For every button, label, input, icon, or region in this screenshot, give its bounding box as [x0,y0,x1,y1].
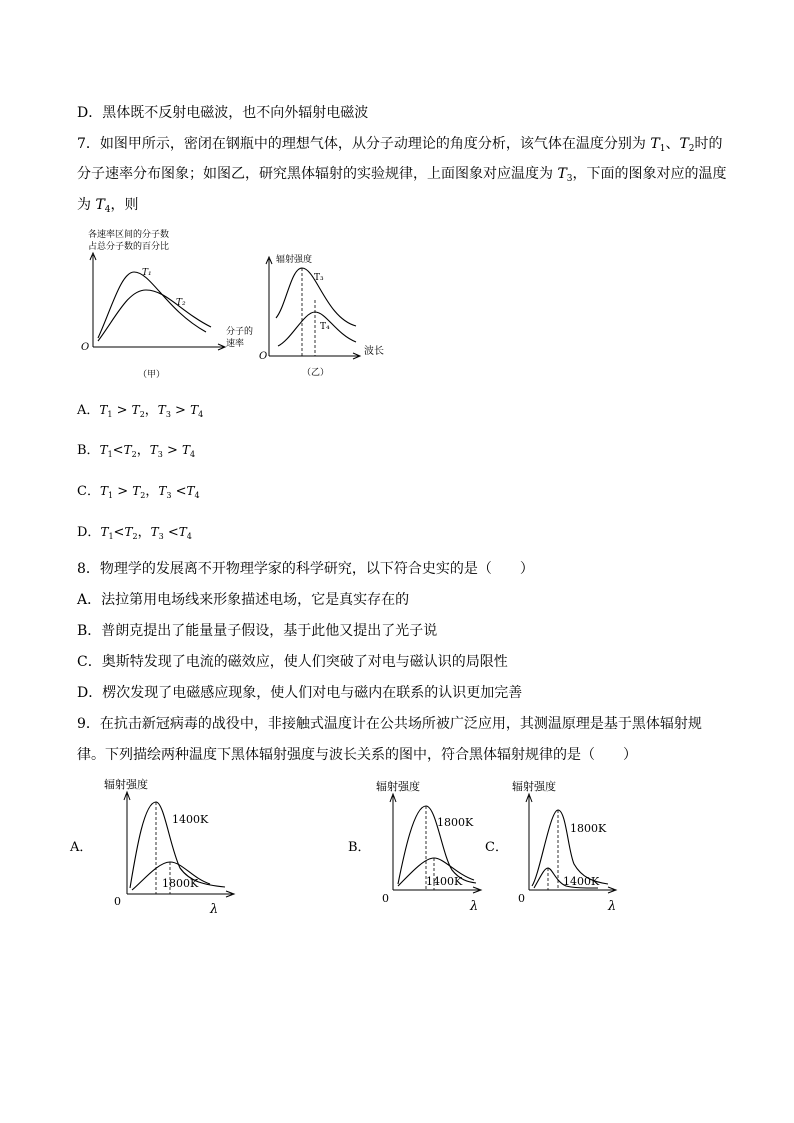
sub: 1 [107,491,114,500]
sub: 2 [131,450,137,459]
xlabel: λ [608,899,617,914]
sym: T [123,443,132,457]
fig-jia-xlabel-1: 分子的 [226,327,254,337]
sym: T [131,403,140,417]
sub: 4 [186,532,192,541]
figure-jia [76,222,254,382]
op: > [112,403,132,418]
q9-option-b-label[interactable]: B． [348,840,371,855]
fig-yi-xlabel: 波长 [364,346,384,357]
sub: 1 [107,450,113,459]
q9-option-a-label[interactable]: A． [70,840,93,855]
q8-option-a[interactable]: A．法拉第用电场线来形象描述电场，它是真实存在的 [77,592,410,608]
q7-text: 时的 [694,136,723,152]
q7-stem-line2 [77,164,727,189]
fig-yi-label-t4: T₄ [320,322,330,332]
sub: 1 [108,532,114,541]
fig-jia-ylabel-2: 占总分子数的百分比 [88,242,170,252]
sym: T [157,403,166,417]
sub: 3 [158,532,164,541]
sep: ， [136,443,150,458]
op: > [113,484,133,499]
sym: T [132,484,141,498]
upper-label: 1800K [437,816,474,829]
lower-label: 1400K [426,875,463,888]
t1-sub: 1 [659,144,666,154]
q7-stem-line1 [77,134,723,159]
option-label: A． [77,403,100,418]
sym: T [99,403,108,417]
q9-option-c-label[interactable]: C． [485,840,508,855]
sub: 2 [140,491,146,500]
q7-sep: 、 [665,136,680,152]
q7-stem-line3 [77,195,139,220]
sep: ， [145,484,159,499]
q8-option-d[interactable]: D．楞次发现了电磁感应现象，使人们对电与磁内在联系的认识更加完善 [77,685,523,701]
fig-yi-origin: O [259,351,268,362]
origin: 0 [114,895,121,908]
fig-jia-caption: （甲） [138,370,166,380]
op: > [170,403,191,418]
q7-option-b[interactable] [77,440,195,465]
q7-option-a[interactable] [77,400,203,425]
t4-symbol: T [95,197,105,213]
sym: T [178,525,187,539]
t3-sub: 3 [566,174,573,184]
option-label: B． [77,443,100,458]
sub: 3 [157,450,163,459]
fig-jia-ylabel-1: 各速率区间的分子数 [88,230,170,240]
q9-option-a-chart[interactable] [104,772,260,917]
fig-jia-curve-t1 [98,272,206,338]
q9-stem-line1: 9．在抗击新冠病毒的战役中，非接触式温度计在公共场所被广泛应用，其测温原理是基于黑体辐射规 [77,716,702,732]
q7-text: 为 [77,197,96,213]
op: < [163,525,179,540]
upper-label: 1400K [172,813,209,826]
sym: T [190,403,199,417]
op: < [112,443,124,458]
sub: 4 [198,410,204,419]
op: < [171,484,187,499]
q7-option-d[interactable] [77,522,192,547]
sub: 2 [139,410,145,419]
sym: T [100,525,109,539]
q8-stem: 8．物理学的发展离不开物理学家的科学研究，以下符合史实的是（ ） [77,561,534,577]
fig-yi-ylabel: 辐射强度 [276,255,313,265]
t3-symbol: T [557,166,567,182]
q7-option-c[interactable] [77,481,200,506]
upper-label: 1800K [570,822,607,835]
fig-yi-caption: （乙） [302,368,330,378]
sym: T [158,484,167,498]
fig-yi-label-t3: T₃ [314,273,324,283]
sub: 3 [165,410,171,419]
ylabel: 辐射强度 [104,778,148,791]
ylabel: 辐射强度 [376,780,420,793]
q7-text: ，则 [110,197,139,213]
sym: T [186,484,195,498]
fig-jia-xlabel-2: 速率 [226,339,245,349]
sym: T [150,525,159,539]
lower-label: 1800K [162,877,199,890]
fig-jia-label-t2: T₂ [176,298,186,308]
xlabel: λ [210,902,219,917]
q7-text: 分子速率分布图象；如图乙，研究黑体辐射的实验规律，上面图象对应温度为 [77,166,558,182]
t4-sub: 4 [104,205,111,215]
lower-label: 1400K [563,875,600,888]
fig-jia-origin: O [81,342,90,353]
sym: T [99,484,108,498]
sym: T [124,525,133,539]
q6-option-d: D．黑体既不反射电磁波，也不向外辐射电磁波 [77,105,369,121]
xlabel: λ [470,899,479,914]
q7-text: 7．如图甲所示，密闭在钢瓶中的理想气体，从分子动理论的角度分析，该气体在温度分别为 [77,136,651,152]
sym: T [181,443,190,457]
sub: 4 [194,491,200,500]
q8-option-c[interactable]: C．奥斯特发现了电流的磁效应，使人们突破了对电与磁认识的局限性 [77,654,508,670]
q9-option-c-chart[interactable] [508,774,628,914]
q8-option-b[interactable]: B．普朗克提出了能量量子假设，基于此他又提出了光子说 [77,623,438,639]
op: > [162,443,182,458]
fig-yi-curve-t4 [278,312,356,346]
sub: 1 [107,410,113,419]
option-label: D． [77,525,101,540]
ylabel: 辐射强度 [512,780,556,793]
origin: 0 [518,892,525,905]
t2-symbol: T [679,136,689,152]
sub: 3 [166,491,172,500]
sub: 2 [132,532,138,541]
option-label: C． [77,484,100,499]
sym: T [149,443,158,457]
q9-stem-line2: 律。下列描绘两种温度下黑体辐射强度与波长关系的图中，符合黑体辐射规律的是（ ） [77,747,637,763]
q7-text: ，下面的图象对应的温度 [572,166,727,182]
t2-sub: 2 [688,144,695,154]
sep: ， [144,403,158,418]
fig-jia-xlabel-spacer [236,222,250,250]
q9-option-b-chart[interactable] [376,774,491,914]
sub: 4 [190,450,196,459]
fig-jia-label-t1: T₁ [142,268,152,278]
t1-symbol: T [650,136,660,152]
sep: ， [137,525,151,540]
op: < [113,525,125,540]
sym: T [99,443,108,457]
origin: 0 [382,892,389,905]
figure-yi [256,246,396,381]
